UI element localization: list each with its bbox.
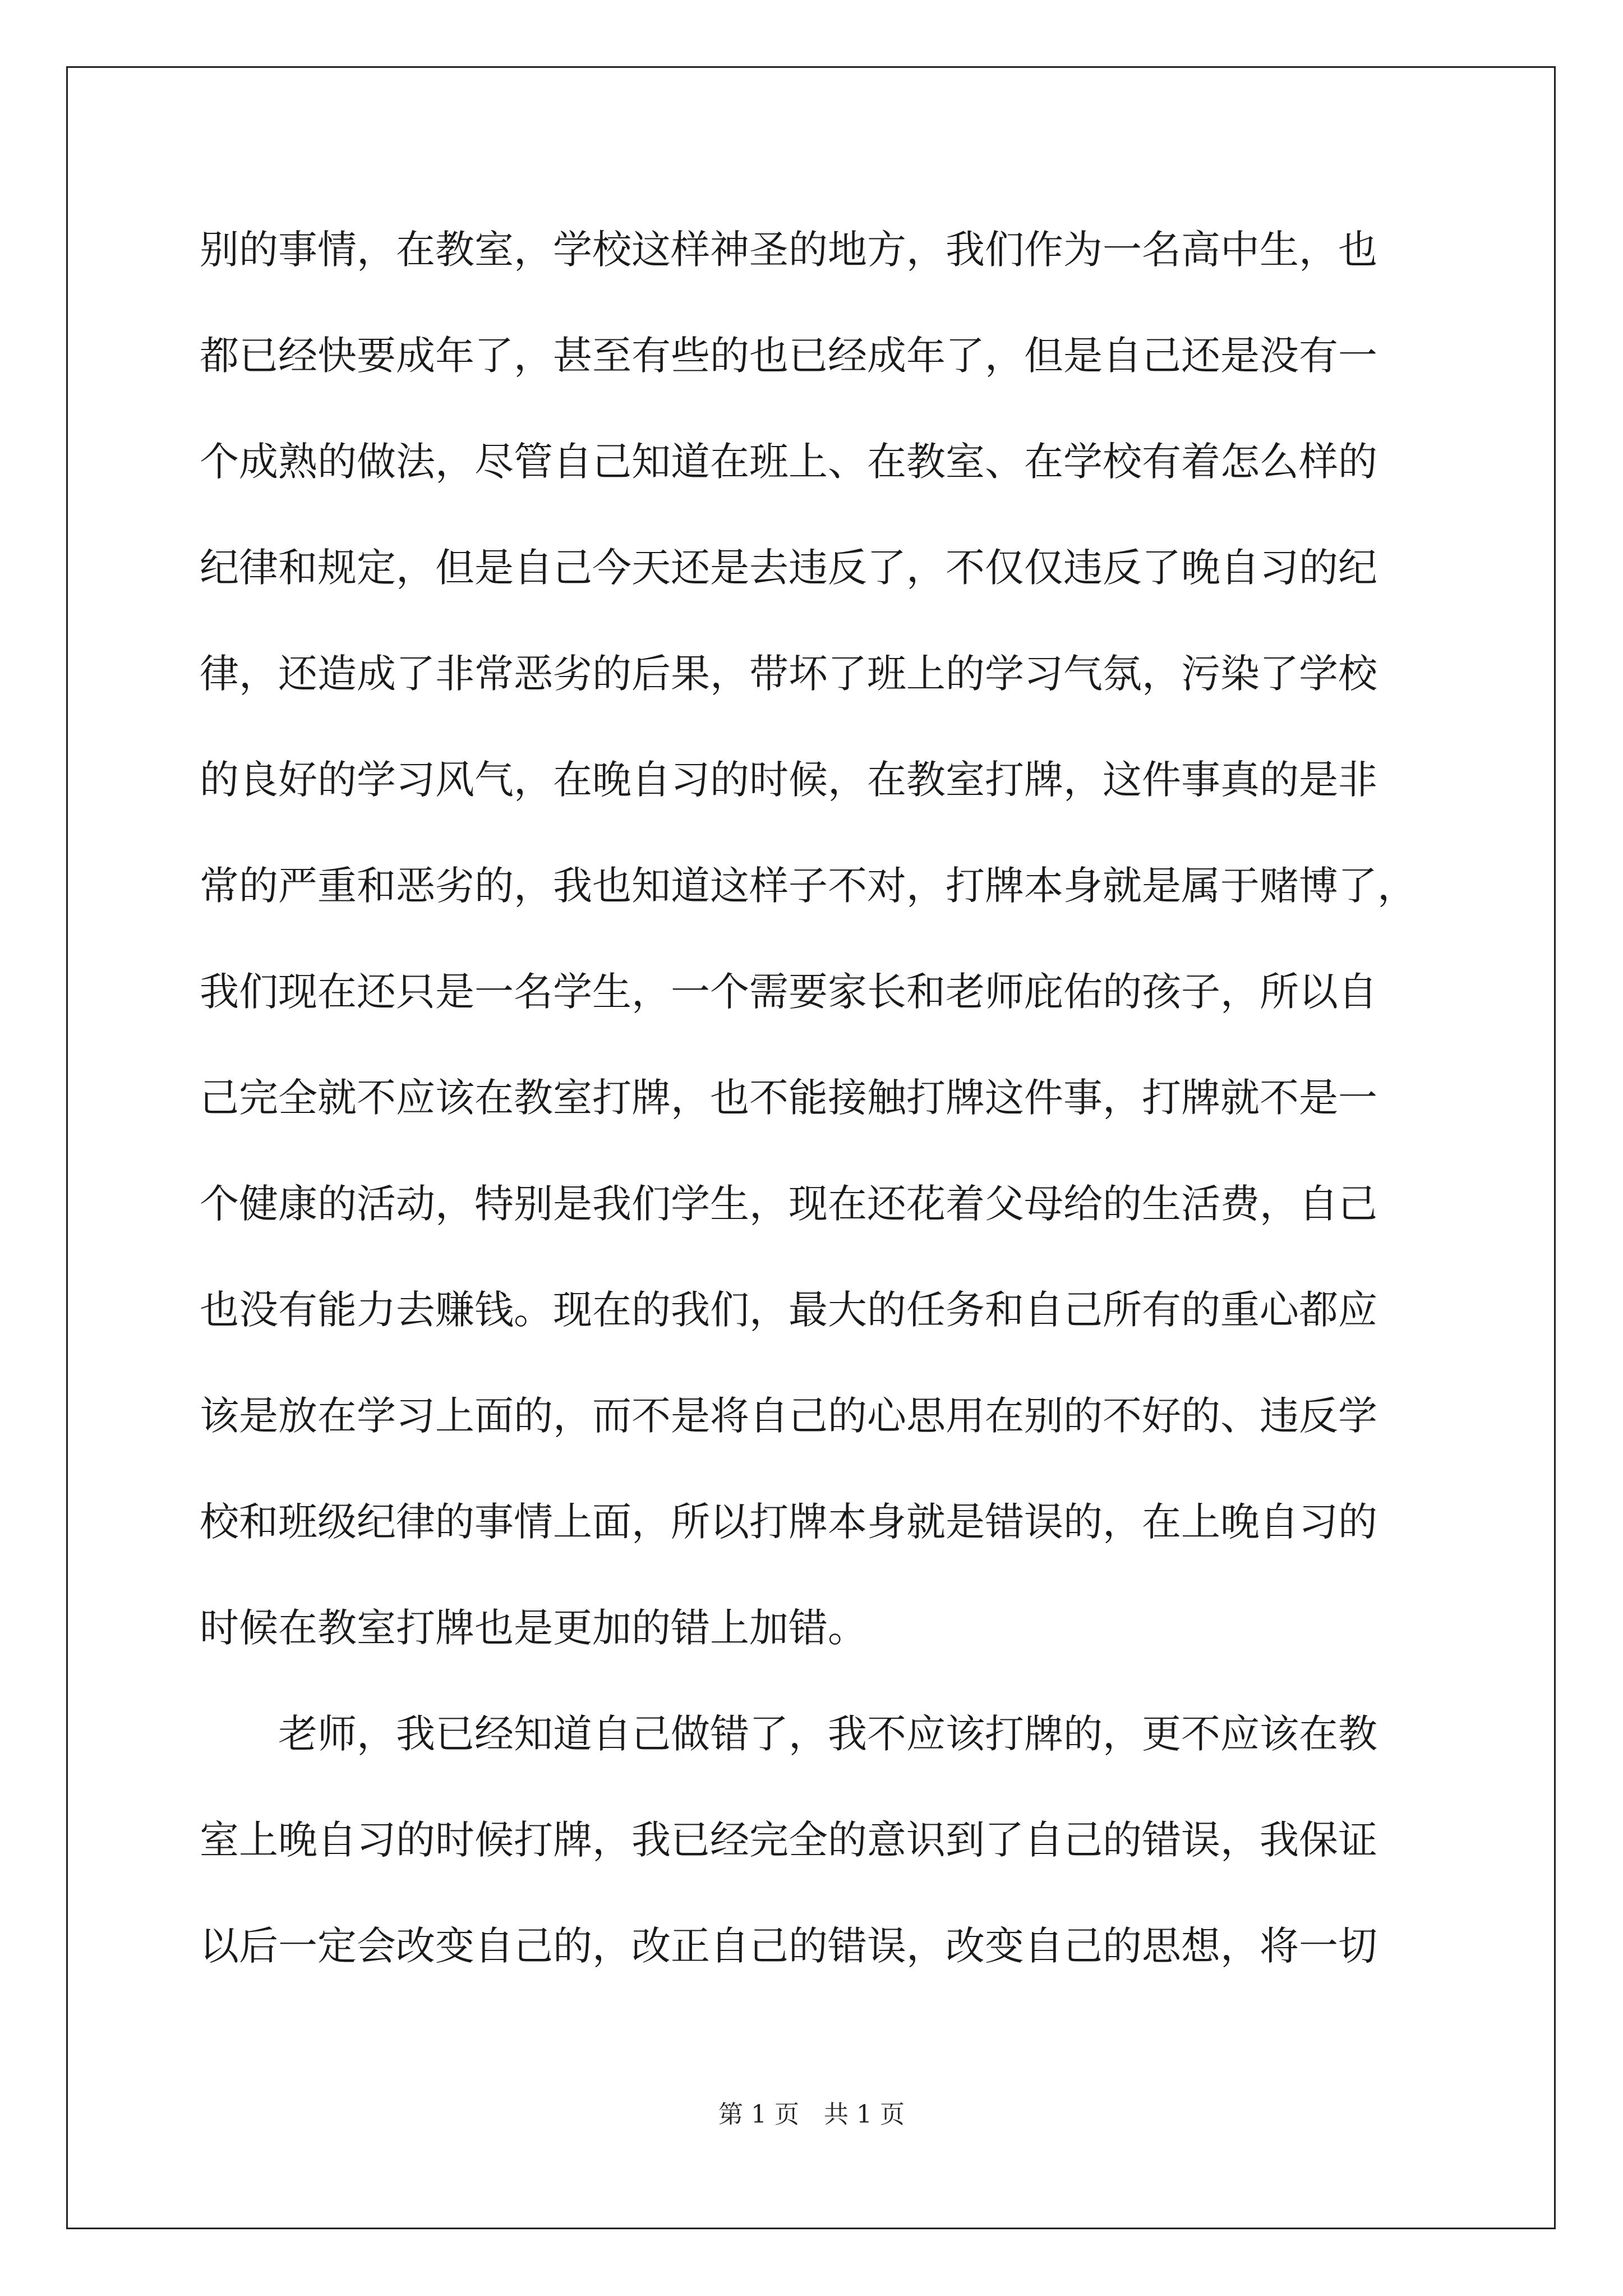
text-line: 律，还造成了非常恶劣的后果，带坏了班上的学习气氛，污染了学校 — [200, 651, 1377, 697]
text-line: 校和班级纪律的事情上面，所以打牌本身就是错误的，在上晚自习的 — [200, 1499, 1377, 1545]
text-line: 我们现在还只是一名学生，一个需要家长和老师庇佑的孩子，所以自 — [200, 969, 1377, 1015]
text-line: 室上晚自习的时候打牌，我已经完全的意识到了自己的错误，我保证 — [200, 1817, 1377, 1863]
paragraph-start-line: 老师，我已经知道自己做错了，我不应该打牌的，更不应该在教 — [278, 1711, 1377, 1757]
text-line: 以后一定会改变自己的，改正自己的错误，改变自己的思想，将一切 — [200, 1923, 1377, 1969]
text-line: 己完全就不应该在教室打牌，也不能接触打牌这件事，打牌就不是一 — [200, 1075, 1377, 1121]
page-footer: 第 1 页 共 1 页 — [718, 2100, 905, 2129]
text-line: 都已经快要成年了，甚至有些的也已经成年了，但是自己还是没有一 — [200, 333, 1377, 379]
text-line: 纪律和规定，但是自己今天还是去违反了，不仅仅违反了晚自习的纪 — [200, 545, 1377, 591]
text-line: 该是放在学习上面的，而不是将自己的心思用在别的不好的、违反学 — [200, 1393, 1377, 1439]
text-line: 常的严重和恶劣的，我也知道这样子不对，打牌本身就是属于赌博了， — [200, 863, 1417, 909]
text-line: 别的事情，在教室，学校这样神圣的地方，我们作为一名高中生，也 — [200, 227, 1377, 273]
text-line: 时候在教室打牌也是更加的错上加错。 — [200, 1605, 867, 1651]
text-line: 也没有能力去赚钱。现在的我们，最大的任务和自己所有的重心都应 — [200, 1287, 1377, 1333]
body-text — [200, 219, 1433, 2021]
text-line: 个健康的活动，特别是我们学生，现在还花着父母给的生活费，自己 — [200, 1181, 1377, 1227]
text-line: 的良好的学习风气，在晚自习的时候，在教室打牌，这件事真的是非 — [200, 757, 1377, 803]
text-line: 个成熟的做法，尽管自己知道在班上、在教室、在学校有着怎么样的 — [200, 439, 1377, 485]
